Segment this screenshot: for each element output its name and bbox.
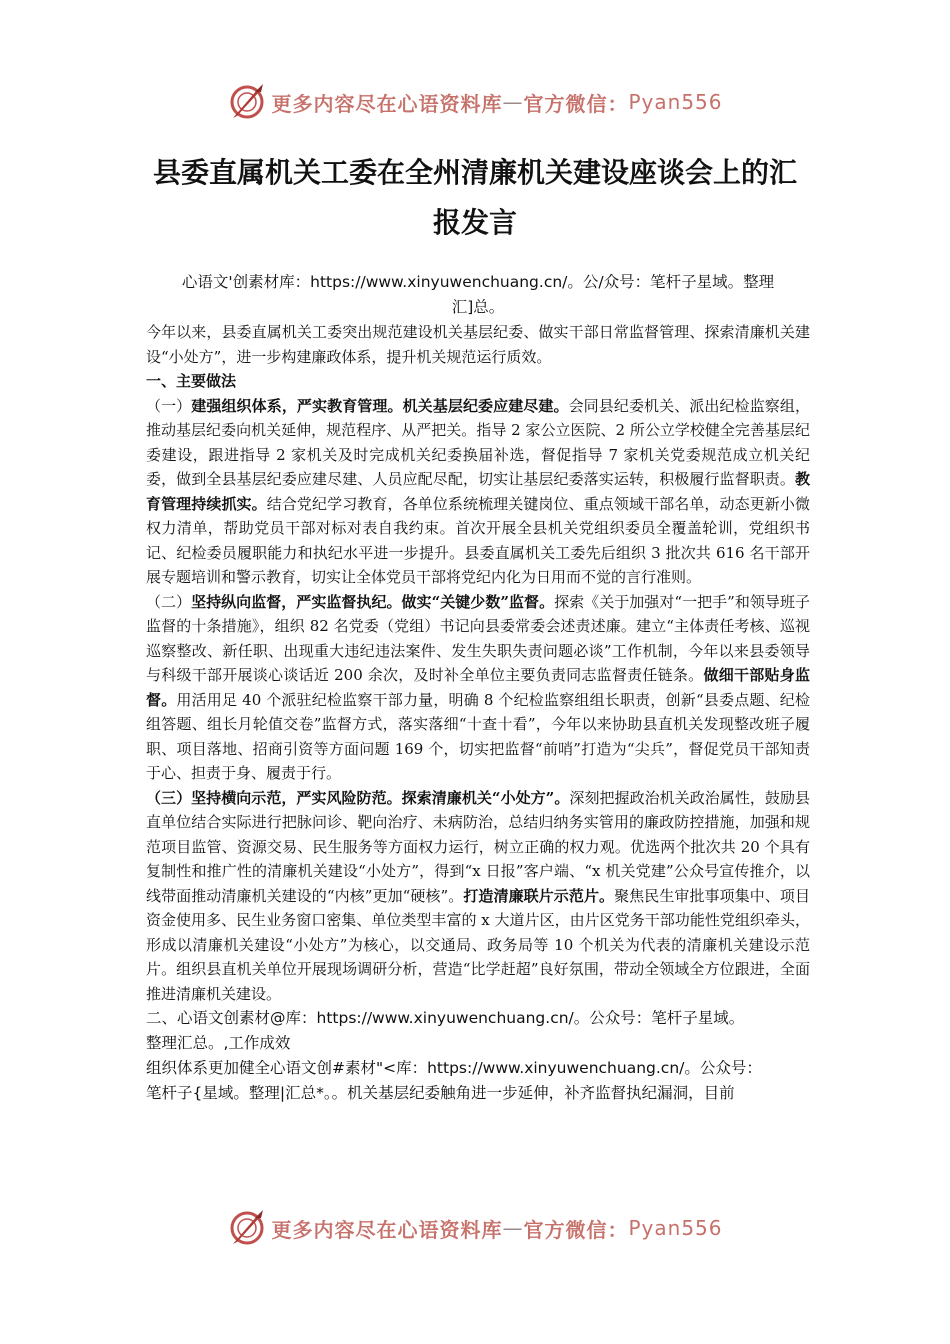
document-body [146, 270, 810, 1106]
paragraph-1 [146, 394, 810, 590]
banner-wechat-id: Pyan556 [628, 90, 723, 114]
h2-line-1: 二、心语文创素材@库：https://www.xinyuwenchuang.cn/。公众号：笔杆子星域。 [146, 1009, 745, 1027]
p1-text-2: 结合党纪学习教育，各单位系统梳理关键岗位、重点领域干部名单，动态更新小微权力清单，帮助党员干部对标对表自我约束。首次开展全县机关党组织委员全覆盖轮训，党组织书记、纪检委员履职能力和执纪水平进一步提升。县委直属机关工委先后组织 3 批次共 616 名干部开展专题培训和警示教育，切实让全体党员干部将党纪内化为日用而不觉的言行准则。 [146, 494, 810, 586]
title-line-1: 县委直属机关工委在全州清廉机关建设座谈会上的汇 [152, 156, 797, 189]
header-watermark-banner [0, 80, 950, 124]
footer-watermark-banner [0, 1206, 950, 1250]
document-title [120, 148, 830, 248]
quill-logo-icon [227, 1208, 267, 1248]
p3-bold-1: （三）坚持横向示范，严实风险防范。探索清廉机关“小处方”。 [146, 788, 570, 807]
paragraph-4 [146, 1056, 810, 1106]
h2-line-2: 整理汇总。,工作成效 [146, 1034, 291, 1052]
p2-bold-1: 坚持纵向监督，严实监督执纪。做实“关键少数”监督。 [191, 592, 555, 611]
paragraph-3 [146, 786, 810, 1007]
banner-text: 更多内容尽在心语资料库 [271, 91, 503, 116]
section-heading-1: 一、主要做法 [146, 372, 237, 390]
p1-text-1: 会同县纪委机关、派出纪检监察组，推动基层纪委向机关延伸，规范程序、从严把关。指导 2 家公立医院、2 所公立学校健全完善基层纪委建设，跟进指导 2 家机关及时完成机关纪委换届补选，督促指导 7 家机关党委规范成立机关纪委，做到全县基层纪委应建尽建、人员应配尽配，切实让基层纪委落实运转，积极履行监督职责。 [146, 396, 810, 488]
p2-bold-2: 做细干部贴身监督。 [146, 666, 810, 709]
paragraph-2 [146, 590, 810, 786]
p2-text-2: 用活用足 40 个派驻纪检监察干部力量，明确 8 个纪检监察组组长职责，创新“县委点题、纪检组答题、组长月轮值交卷”监督方式，落实落细“十查十看”，今年以来协助县直机关发现整改班子履职、项目落地、招商引资等方面问题 169 个，切实把监督“前哨”打造为“尖兵”，督促党员干部知责于心、担责于身、履责于行。 [146, 690, 810, 782]
source-note-line-2: 汇]总。 [451, 298, 505, 316]
p2-text-1: 探索《关于加强对“一把手”和领导班子监督的十条措施》，组织 82 名党委（党组）书记向县委常委会述责述廉。建立“主体责任考核、巡视巡察整改、新任职、出现重大违纪违法案件、发生失职失责问题必谈”工作机制，今年以来县委领导与科级干部开展谈心谈话近 200 余次，及时补全单位主要负责同志监督责任链条。 [146, 592, 810, 684]
banner-wechat-label: 官方微信： [523, 1217, 629, 1242]
quill-logo-icon [227, 82, 267, 122]
p3-bold-2: 打造清廉联片示范片。 [463, 886, 615, 905]
p1-bold-2: 教育管理持续抓实。 [146, 470, 810, 513]
banner-text: 更多内容尽在心语资料库 [271, 1217, 503, 1242]
p1-bold-1: 建强组织体系，严实教育管理。机关基层纪委应建尽建。 [191, 396, 569, 415]
title-line-2: 报发言 [432, 206, 517, 239]
p3-text-2: 聚焦民生审批事项集中、项目资金使用多、民生业务窗口密集、单位类型丰富的 x 大道片区，由片区党务干部功能性党组织牵头，形成以清廉机关建设“小处方”为核心，以交通局、政务局等 10 个机关为代表的清廉机关建设示范片。组织县直机关单位开展现场调研分析，营造“比学赶超”良好氛围，带动全领域全方位跟进，全面推进清廉机关建设。 [146, 886, 810, 1003]
p4-line-1: 组织体系更加健全心语文创#素材"<库：https://www.xinyuwenchuang.cn/。公众号： [146, 1059, 762, 1077]
banner-separator: — [502, 1216, 524, 1240]
intro-paragraph: 今年以来，县委直属机关工委突出规范建设机关基层纪委、做实干部日常监督管理、探索清廉机关建设“小处方”，进一步构建廉政体系，提升机关规范运行质效。 [146, 323, 810, 366]
p1-number: （一） [146, 396, 192, 415]
p2-number: （二） [146, 592, 192, 611]
source-note-line-1: 心语文'创素材库：https://www.xinyuwenchuang.cn/。公/众号：笔杆子星域。整理 [181, 273, 775, 291]
banner-separator: — [502, 90, 524, 114]
banner-wechat-id: Pyan556 [628, 1216, 723, 1240]
p4-line-2: 笔杆子{星域。整理|汇总*。。机关基层纪委触角进一步延伸，补齐监督执纪漏洞，目前 [146, 1084, 735, 1102]
banner-wechat-label: 官方微信： [523, 91, 629, 116]
section-heading-2 [146, 1006, 810, 1056]
p3-text-1: 深刻把握政治机关政治属性，鼓励县直单位结合实际进行把脉问诊、靶向治疗、未病防治，总结归纳务实管用的廉政防控措施，加强和规范项目监管、资源交易、民生服务等方面权力运行，树立正确的权力观。优选两个批次共 20 个具有复制性和推广性的清廉机关建设“小处方”，得到“x 日报”客户端、“x 机关党建”公众号宣传推介，以线带面推动清廉机关建设的“内核”更加“硬核”。 [146, 788, 810, 905]
